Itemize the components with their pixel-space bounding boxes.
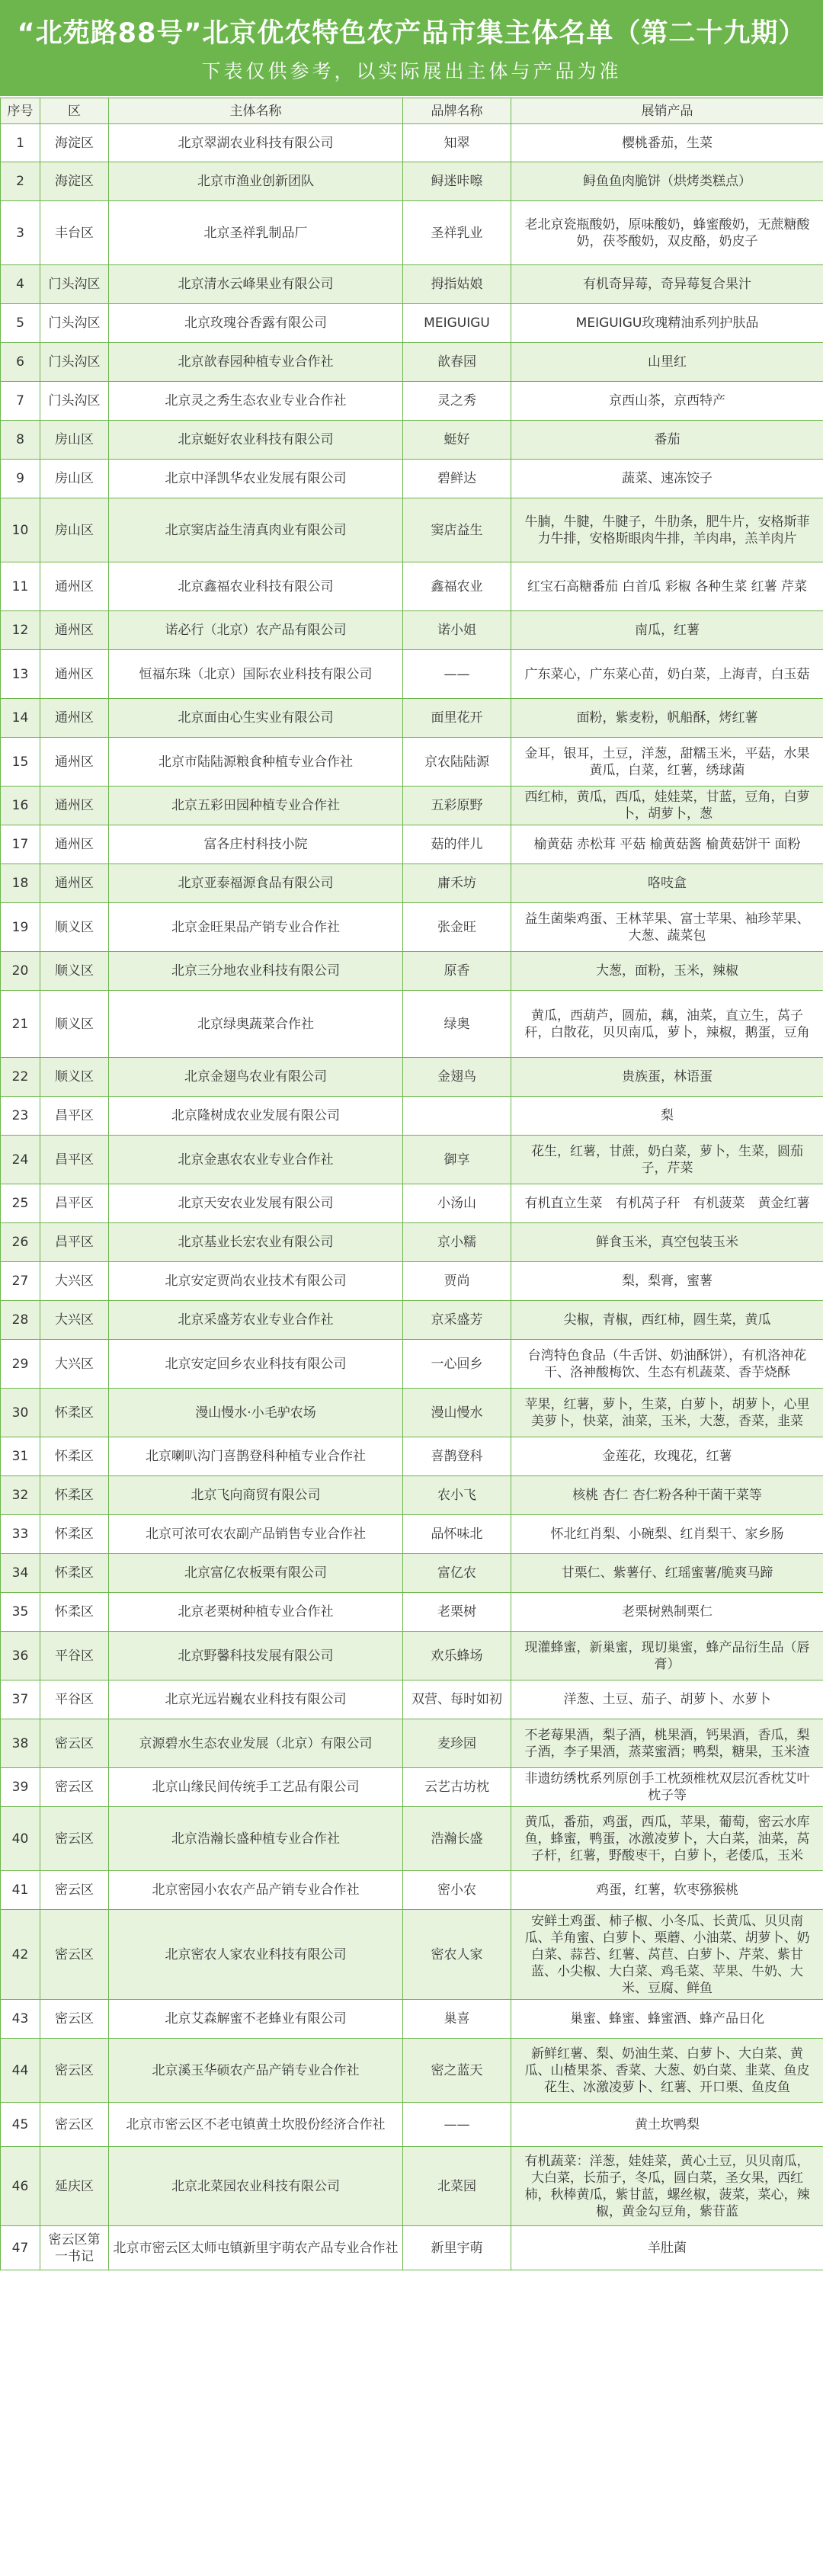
cell-no: 9 <box>1 460 40 498</box>
table-row <box>1 787 823 825</box>
cell-product: 面粉，紫麦粉，帆船酥，烤红薯 <box>511 699 823 738</box>
cell-district: 通州区 <box>40 650 109 699</box>
cell-district: 平谷区 <box>40 1680 109 1719</box>
table-row <box>1 611 823 650</box>
cell-no: 21 <box>1 991 40 1058</box>
cell-district: 密云区 <box>40 2103 109 2147</box>
cell-product: 不老莓果酒，梨子酒，桃果酒，钙果酒，香瓜，梨子酒，李子果酒，蒸菜蜜酒；鸭梨，糖果，玉米渣 <box>511 1719 823 1768</box>
cell-name: 北京可浓可农农副产品销售专业合作社 <box>109 1515 403 1554</box>
cell-product: 核桃 杏仁 杏仁粉各种干菌干菜等 <box>511 1476 823 1515</box>
cell-district: 大兴区 <box>40 1340 109 1389</box>
table-row <box>1 738 823 787</box>
table-row <box>1 2039 823 2103</box>
cell-brand: 歆春园 <box>403 343 511 382</box>
cell-district: 海淀区 <box>40 124 109 162</box>
cell-no: 43 <box>1 2000 40 2039</box>
cell-brand: 品怀味北 <box>403 1515 511 1554</box>
cell-no: 20 <box>1 952 40 991</box>
cell-product: 金耳，银耳，土豆，洋葱，甜糯玉米，平菇，水果黄瓜，白菜，红薯，绣球菌 <box>511 738 823 787</box>
cell-product: 黄瓜，番茄，鸡蛋，西瓜，苹果，葡萄，密云水库鱼，蜂蜜，鸭蛋，冰激凌萝卜，大白菜，油菜，莴子杆，红薯，野酸枣干，白萝卜，老倭瓜，玉米 <box>511 1807 823 1871</box>
cell-brand: —— <box>403 2103 511 2147</box>
cell-brand: 密小农 <box>403 1871 511 1910</box>
cell-name: 北京隆树成农业发展有限公司 <box>109 1097 403 1136</box>
cell-district: 房山区 <box>40 460 109 498</box>
cell-product: 榆黄菇 赤松茸 平菇 榆黄菇酱 榆黄菇饼干 面粉 <box>511 825 823 864</box>
cell-product: 鲟鱼鱼肉脆饼（烘烤类糕点） <box>511 162 823 201</box>
cell-district: 顺义区 <box>40 903 109 952</box>
cell-product: 非遗纺绣枕系列原创手工枕颈椎枕双层沉香枕艾叶枕子等 <box>511 1768 823 1807</box>
cell-name: 北京飞向商贸有限公司 <box>109 1476 403 1515</box>
cell-district: 房山区 <box>40 421 109 460</box>
table-row <box>1 2103 823 2147</box>
cell-product: 大葱，面粉，玉米，辣椒 <box>511 952 823 991</box>
cell-no: 12 <box>1 611 40 650</box>
cell-brand: 原香 <box>403 952 511 991</box>
cell-brand: 巢喜 <box>403 2000 511 2039</box>
cell-district: 通州区 <box>40 738 109 787</box>
cell-name: 北京鑫福农业科技有限公司 <box>109 562 403 611</box>
cell-brand <box>403 1097 511 1136</box>
table-row <box>1 343 823 382</box>
cell-brand: 鑫福农业 <box>403 562 511 611</box>
cell-product: 益生菌柴鸡蛋、王林苹果、富士苹果、袖珍苹果、大葱、蔬菜包 <box>511 903 823 952</box>
table-row <box>1 1184 823 1223</box>
cell-no: 30 <box>1 1389 40 1437</box>
cell-name: 北京喇叭沟门喜鹊登科种植专业合作社 <box>109 1437 403 1476</box>
table-row <box>1 1340 823 1389</box>
cell-name: 北京密农人家农业科技有限公司 <box>109 1910 403 2000</box>
cell-name: 北京清水云峰果业有限公司 <box>109 265 403 304</box>
header-brand: 品牌名称 <box>403 98 511 124</box>
table-row <box>1 952 823 991</box>
table-row <box>1 201 823 265</box>
cell-name: 北京天安农业发展有限公司 <box>109 1184 403 1223</box>
cell-brand: 农小飞 <box>403 1476 511 1515</box>
cell-name: 北京金惠农农业专业合作社 <box>109 1136 403 1184</box>
cell-product: 羊肚菌 <box>511 2226 823 2270</box>
table-row <box>1 864 823 903</box>
cell-district: 通州区 <box>40 864 109 903</box>
cell-product: 山里红 <box>511 343 823 382</box>
cell-brand: 密农人家 <box>403 1910 511 2000</box>
cell-district: 昌平区 <box>40 1136 109 1184</box>
cell-brand: 灵之秀 <box>403 382 511 421</box>
table-body <box>1 124 823 2270</box>
table-row <box>1 1223 823 1262</box>
cell-brand: 老栗树 <box>403 1593 511 1632</box>
table-row <box>1 1632 823 1680</box>
table-row <box>1 1301 823 1340</box>
table-row <box>1 1719 823 1768</box>
cell-product: 苹果，红薯，萝卜，生菜，白萝卜，胡萝卜，心里美萝卜，快菜，油菜，玉米，大葱，香菜，韭菜 <box>511 1389 823 1437</box>
cell-no: 3 <box>1 201 40 265</box>
cell-name: 北京野馨科技发展有限公司 <box>109 1632 403 1680</box>
cell-name: 北京窦店益生清真肉业有限公司 <box>109 498 403 562</box>
cell-no: 31 <box>1 1437 40 1476</box>
table-row <box>1 1097 823 1136</box>
page-title: “北苑路88号”北京优农特色农产品市集主体名单（第二十九期） <box>17 18 806 49</box>
cell-name: 北京富亿农板栗有限公司 <box>109 1554 403 1593</box>
cell-product: 牛腩，牛腱，牛腱子，牛肋条，肥牛片，安格斯菲力牛排，安格斯眼肉牛排，羊肉串，羔羊肉片 <box>511 498 823 562</box>
cell-no: 32 <box>1 1476 40 1515</box>
table-row <box>1 1437 823 1476</box>
cell-district: 密云区 <box>40 2039 109 2103</box>
table-row <box>1 162 823 201</box>
cell-district: 昌平区 <box>40 1223 109 1262</box>
header-no: 序号 <box>1 98 40 124</box>
cell-name: 北京山缘民间传统手工艺品有限公司 <box>109 1768 403 1807</box>
cell-product: 台湾特色食品（牛舌饼、奶油酥饼），有机洛神花干、洛神酸梅饮、生态有机蔬菜、香芋烧酥 <box>511 1340 823 1389</box>
cell-name: 北京金旺果品产销专业合作社 <box>109 903 403 952</box>
cell-no: 17 <box>1 825 40 864</box>
cell-district: 门头沟区 <box>40 304 109 343</box>
table-row <box>1 382 823 421</box>
table-row <box>1 1389 823 1437</box>
table-row <box>1 2000 823 2039</box>
table-row <box>1 1768 823 1807</box>
cell-product: 黄土坎鸭梨 <box>511 2103 823 2147</box>
cell-district: 密云区 <box>40 1807 109 1871</box>
cell-name: 北京北菜园农业科技有限公司 <box>109 2147 403 2226</box>
cell-no: 23 <box>1 1097 40 1136</box>
cell-name: 北京歆春园种植专业合作社 <box>109 343 403 382</box>
cell-name: 恒福东珠（北京）国际农业科技有限公司 <box>109 650 403 699</box>
cell-district: 密云区 <box>40 1910 109 2000</box>
cell-brand: 拇指姑娘 <box>403 265 511 304</box>
cell-no: 37 <box>1 1680 40 1719</box>
cell-district: 密云区第一书记 <box>40 2226 109 2270</box>
cell-product: 有机蔬菜：洋葱，娃娃菜，黄心土豆，贝贝南瓜，大白菜，长茄子，冬瓜，圆白菜，圣女果，西红柿，秋棒黄瓜，紫甘蓝，螺丝椒，菠菜，菜心，辣椒，黄金勾豆角，紫苷蓝 <box>511 2147 823 2226</box>
cell-name: 北京三分地农业科技有限公司 <box>109 952 403 991</box>
cell-brand: 浩瀚长盛 <box>403 1807 511 1871</box>
cell-product: 咯吱盒 <box>511 864 823 903</box>
header-product: 展销产品 <box>511 98 823 124</box>
cell-product: 贵族蛋，林语蛋 <box>511 1058 823 1097</box>
cell-name: 北京中泽凯华农业发展有限公司 <box>109 460 403 498</box>
table-row <box>1 304 823 343</box>
cell-name: 北京安定回乡农业科技有限公司 <box>109 1340 403 1389</box>
table-row <box>1 498 823 562</box>
cell-brand: 新里宇萌 <box>403 2226 511 2270</box>
cell-district: 怀柔区 <box>40 1389 109 1437</box>
cell-district: 昌平区 <box>40 1097 109 1136</box>
cell-brand: 碧鲜达 <box>403 460 511 498</box>
cell-name: 北京金翅鸟农业有限公司 <box>109 1058 403 1097</box>
cell-district: 怀柔区 <box>40 1437 109 1476</box>
cell-name: 北京亚泰福源食品有限公司 <box>109 864 403 903</box>
cell-brand: 圣祥乳业 <box>403 201 511 265</box>
cell-no: 24 <box>1 1136 40 1184</box>
cell-name: 北京翠湖农业科技有限公司 <box>109 124 403 162</box>
cell-product: 怀北红肖梨、小碗梨、红肖梨干、家乡肠 <box>511 1515 823 1554</box>
cell-no: 8 <box>1 421 40 460</box>
cell-brand: 贾尚 <box>403 1262 511 1301</box>
cell-product: 鲜食玉米，真空包装玉米 <box>511 1223 823 1262</box>
cell-name: 北京安定贾尚农业技术有限公司 <box>109 1262 403 1301</box>
cell-name: 富各庄村科技小院 <box>109 825 403 864</box>
table-row <box>1 265 823 304</box>
table-row <box>1 1871 823 1910</box>
table-row <box>1 699 823 738</box>
table-row <box>1 650 823 699</box>
cell-brand: 蜓好 <box>403 421 511 460</box>
table-row <box>1 2226 823 2270</box>
table-header-row <box>1 98 823 124</box>
cell-name: 北京绿奥蔬菜合作社 <box>109 991 403 1058</box>
cell-product: 新鲜红薯、梨、奶油生菜、白萝卜、大白菜、黄瓜、山楂果茶、香菜、大葱、奶白菜、韭菜、鱼皮花生、冰激凌萝卜、红薯、开口栗、鱼皮鱼 <box>511 2039 823 2103</box>
cell-no: 28 <box>1 1301 40 1340</box>
cell-no: 29 <box>1 1340 40 1389</box>
cell-product: 鸡蛋，红薯，软枣猕猴桃 <box>511 1871 823 1910</box>
cell-no: 39 <box>1 1768 40 1807</box>
cell-name: 京源碧水生态农业发展（北京）有限公司 <box>109 1719 403 1768</box>
cell-product: 金莲花，玫瑰花，红薯 <box>511 1437 823 1476</box>
cell-brand: 欢乐蜂场 <box>403 1632 511 1680</box>
cell-brand: 小汤山 <box>403 1184 511 1223</box>
cell-brand: MEIGUIGU <box>403 304 511 343</box>
cell-product: 西红柿，黄瓜，西瓜，娃娃菜，甘蓝，豆角，白萝卜，胡萝卜，葱 <box>511 787 823 825</box>
cell-no: 42 <box>1 1910 40 2000</box>
cell-product: 甘栗仁、紫薯仔、红瑶蜜薯/脆爽马蹄 <box>511 1554 823 1593</box>
cell-no: 16 <box>1 787 40 825</box>
cell-product: 老栗树熟制栗仁 <box>511 1593 823 1632</box>
cell-brand: 绿奥 <box>403 991 511 1058</box>
cell-no: 2 <box>1 162 40 201</box>
table-row <box>1 1136 823 1184</box>
cell-name: 北京光远岩巍农业科技有限公司 <box>109 1680 403 1719</box>
cell-no: 45 <box>1 2103 40 2147</box>
cell-product: 南瓜，红薯 <box>511 611 823 650</box>
cell-no: 18 <box>1 864 40 903</box>
cell-district: 延庆区 <box>40 2147 109 2226</box>
header-name: 主体名称 <box>109 98 403 124</box>
cell-name: 北京玫瑰谷香露有限公司 <box>109 304 403 343</box>
cell-name: 北京面由心生实业有限公司 <box>109 699 403 738</box>
cell-brand: 云艺古坊枕 <box>403 1768 511 1807</box>
cell-district: 门头沟区 <box>40 265 109 304</box>
cell-product: 现灌蜂蜜，新巢蜜，现切巢蜜，蜂产品衍生品（唇膏） <box>511 1632 823 1680</box>
cell-product: 广东菜心，广东菜心苗，奶白菜，上海青，白玉菇 <box>511 650 823 699</box>
cell-brand: 密之蓝天 <box>403 2039 511 2103</box>
cell-district: 门头沟区 <box>40 382 109 421</box>
table-row <box>1 1680 823 1719</box>
cell-product: 梨 <box>511 1097 823 1136</box>
cell-district: 顺义区 <box>40 952 109 991</box>
cell-no: 7 <box>1 382 40 421</box>
cell-district: 怀柔区 <box>40 1593 109 1632</box>
cell-district: 大兴区 <box>40 1262 109 1301</box>
page-header <box>0 0 823 98</box>
cell-brand: 北菜园 <box>403 2147 511 2226</box>
cell-district: 怀柔区 <box>40 1476 109 1515</box>
cell-name: 漫山慢水·小毛驴农场 <box>109 1389 403 1437</box>
cell-brand: 面里花开 <box>403 699 511 738</box>
cell-no: 1 <box>1 124 40 162</box>
page-subtitle: 下表仅供参考，以实际展出主体与产品为准 <box>201 60 622 82</box>
cell-name: 北京蜓好农业科技有限公司 <box>109 421 403 460</box>
cell-product: 有机直立生菜 有机莴子秆 有机菠菜 黄金红薯 <box>511 1184 823 1223</box>
cell-district: 房山区 <box>40 498 109 562</box>
cell-product: 巢蜜、蜂蜜、蜂蜜酒、蜂产品日化 <box>511 2000 823 2039</box>
cell-brand: 知翠 <box>403 124 511 162</box>
cell-brand: 金翅鸟 <box>403 1058 511 1097</box>
cell-brand: 富亿农 <box>403 1554 511 1593</box>
cell-district: 怀柔区 <box>40 1554 109 1593</box>
cell-name: 北京浩瀚长盛种植专业合作社 <box>109 1807 403 1871</box>
cell-district: 通州区 <box>40 562 109 611</box>
cell-brand: 京采盛芳 <box>403 1301 511 1340</box>
cell-district: 大兴区 <box>40 1301 109 1340</box>
cell-no: 47 <box>1 2226 40 2270</box>
cell-district: 通州区 <box>40 611 109 650</box>
cell-district: 昌平区 <box>40 1184 109 1223</box>
cell-district: 密云区 <box>40 1871 109 1910</box>
cell-district: 通州区 <box>40 699 109 738</box>
cell-no: 26 <box>1 1223 40 1262</box>
cell-brand: 御享 <box>403 1136 511 1184</box>
cell-no: 19 <box>1 903 40 952</box>
cell-district: 密云区 <box>40 1768 109 1807</box>
table-row <box>1 1807 823 1871</box>
table-row <box>1 1515 823 1554</box>
cell-brand: 菇的伴儿 <box>403 825 511 864</box>
cell-brand: 诺小姐 <box>403 611 511 650</box>
cell-brand: 喜鹊登科 <box>403 1437 511 1476</box>
cell-brand: 张金旺 <box>403 903 511 952</box>
cell-brand: 麦珍园 <box>403 1719 511 1768</box>
table-row <box>1 1262 823 1301</box>
table-row <box>1 124 823 162</box>
cell-district: 平谷区 <box>40 1632 109 1680</box>
table-row <box>1 2147 823 2226</box>
vendor-table <box>0 98 823 2270</box>
cell-no: 41 <box>1 1871 40 1910</box>
cell-no: 15 <box>1 738 40 787</box>
cell-name: 北京市陆陆源粮食种植专业合作社 <box>109 738 403 787</box>
table-row <box>1 1593 823 1632</box>
cell-product: 蔬菜、速冻饺子 <box>511 460 823 498</box>
cell-no: 10 <box>1 498 40 562</box>
cell-no: 44 <box>1 2039 40 2103</box>
cell-no: 14 <box>1 699 40 738</box>
cell-name: 北京密园小农农产品产销专业合作社 <box>109 1871 403 1910</box>
cell-district: 顺义区 <box>40 1058 109 1097</box>
cell-product: 梨，梨膏，蜜薯 <box>511 1262 823 1301</box>
cell-no: 4 <box>1 265 40 304</box>
cell-name: 北京基业长宏农业有限公司 <box>109 1223 403 1262</box>
cell-brand: 漫山慢水 <box>403 1389 511 1437</box>
cell-district: 密云区 <box>40 1719 109 1768</box>
cell-brand: —— <box>403 650 511 699</box>
cell-name: 北京溪玉华硕农产品产销专业合作社 <box>109 2039 403 2103</box>
header-district: 区 <box>40 98 109 124</box>
cell-product: 有机奇异莓，奇异莓复合果汁 <box>511 265 823 304</box>
cell-product: 尖椒，青椒，西红柿，圆生菜，黄瓜 <box>511 1301 823 1340</box>
cell-no: 46 <box>1 2147 40 2226</box>
table-row <box>1 562 823 611</box>
cell-product: MEIGUIGU玫瑰精油系列护肤品 <box>511 304 823 343</box>
cell-brand: 五彩原野 <box>403 787 511 825</box>
cell-brand: 窦店益生 <box>403 498 511 562</box>
table-row <box>1 1554 823 1593</box>
cell-no: 25 <box>1 1184 40 1223</box>
cell-name: 北京采盛芳农业专业合作社 <box>109 1301 403 1340</box>
cell-name: 北京市渔业创新团队 <box>109 162 403 201</box>
cell-no: 13 <box>1 650 40 699</box>
cell-name: 北京市密云区太师屯镇新里宇萌农产品专业合作社 <box>109 2226 403 2270</box>
table-row <box>1 1910 823 2000</box>
cell-district: 通州区 <box>40 787 109 825</box>
cell-district: 怀柔区 <box>40 1515 109 1554</box>
cell-name: 北京五彩田园种植专业合作社 <box>109 787 403 825</box>
cell-product: 樱桃番茄，生菜 <box>511 124 823 162</box>
cell-product: 安鲜土鸡蛋、柿子椒、小冬瓜、长黄瓜、贝贝南瓜、羊角蜜、白萝卜、栗蘑、小油菜、胡萝卜、奶白菜、蒜苔、红薯、莴苣、白萝卜、芹菜、紫甘蓝、小尖椒、大白菜、鸡毛菜、苹果、牛奶、大米、豆腐、鲜鱼 <box>511 1910 823 2000</box>
cell-name: 诺必行（北京）农产品有限公司 <box>109 611 403 650</box>
cell-district: 海淀区 <box>40 162 109 201</box>
cell-brand: 鲟迷咔嚓 <box>403 162 511 201</box>
cell-no: 22 <box>1 1058 40 1097</box>
table-row <box>1 903 823 952</box>
cell-name: 北京灵之秀生态农业专业合作社 <box>109 382 403 421</box>
cell-district: 门头沟区 <box>40 343 109 382</box>
cell-district: 通州区 <box>40 825 109 864</box>
cell-brand: 一心回乡 <box>403 1340 511 1389</box>
cell-brand: 庸禾坊 <box>403 864 511 903</box>
cell-product: 老北京瓷瓶酸奶，原味酸奶，蜂蜜酸奶，无蔗糖酸奶，茯苓酸奶，双皮酪，奶皮子 <box>511 201 823 265</box>
cell-brand: 双营、每时如初 <box>403 1680 511 1719</box>
table-row <box>1 991 823 1058</box>
cell-district: 顺义区 <box>40 991 109 1058</box>
cell-no: 38 <box>1 1719 40 1768</box>
cell-name: 北京市密云区不老屯镇黄土坎股份经济合作社 <box>109 2103 403 2147</box>
cell-no: 40 <box>1 1807 40 1871</box>
cell-product: 洋葱、土豆、茄子、胡萝卜、水萝卜 <box>511 1680 823 1719</box>
cell-district: 密云区 <box>40 2000 109 2039</box>
cell-product: 番茄 <box>511 421 823 460</box>
table-row <box>1 460 823 498</box>
cell-brand: 京农陆陆源 <box>403 738 511 787</box>
cell-no: 36 <box>1 1632 40 1680</box>
table-row <box>1 421 823 460</box>
cell-no: 6 <box>1 343 40 382</box>
cell-name: 北京圣祥乳制品厂 <box>109 201 403 265</box>
cell-no: 35 <box>1 1593 40 1632</box>
cell-no: 34 <box>1 1554 40 1593</box>
cell-product: 京西山茶，京西特产 <box>511 382 823 421</box>
cell-product: 红宝石高糖番茄 白首瓜 彩椒 各种生菜 红薯 芹菜 <box>511 562 823 611</box>
cell-no: 11 <box>1 562 40 611</box>
cell-product: 花生，红薯，甘蔗，奶白菜，萝卜，生菜，圆茄子，芹菜 <box>511 1136 823 1184</box>
cell-product: 黄瓜，西葫芦，圆茄，藕，油菜，直立生，莴子秆，白散花，贝贝南瓜，萝卜，辣椒，鹅蛋，豆角 <box>511 991 823 1058</box>
table-row <box>1 1058 823 1097</box>
table-row <box>1 825 823 864</box>
cell-district: 丰台区 <box>40 201 109 265</box>
cell-name: 北京艾森解蜜不老蜂业有限公司 <box>109 2000 403 2039</box>
cell-name: 北京老栗树种植专业合作社 <box>109 1593 403 1632</box>
cell-brand: 京小糯 <box>403 1223 511 1262</box>
cell-no: 33 <box>1 1515 40 1554</box>
table-row <box>1 1476 823 1515</box>
cell-no: 27 <box>1 1262 40 1301</box>
cell-no: 5 <box>1 304 40 343</box>
